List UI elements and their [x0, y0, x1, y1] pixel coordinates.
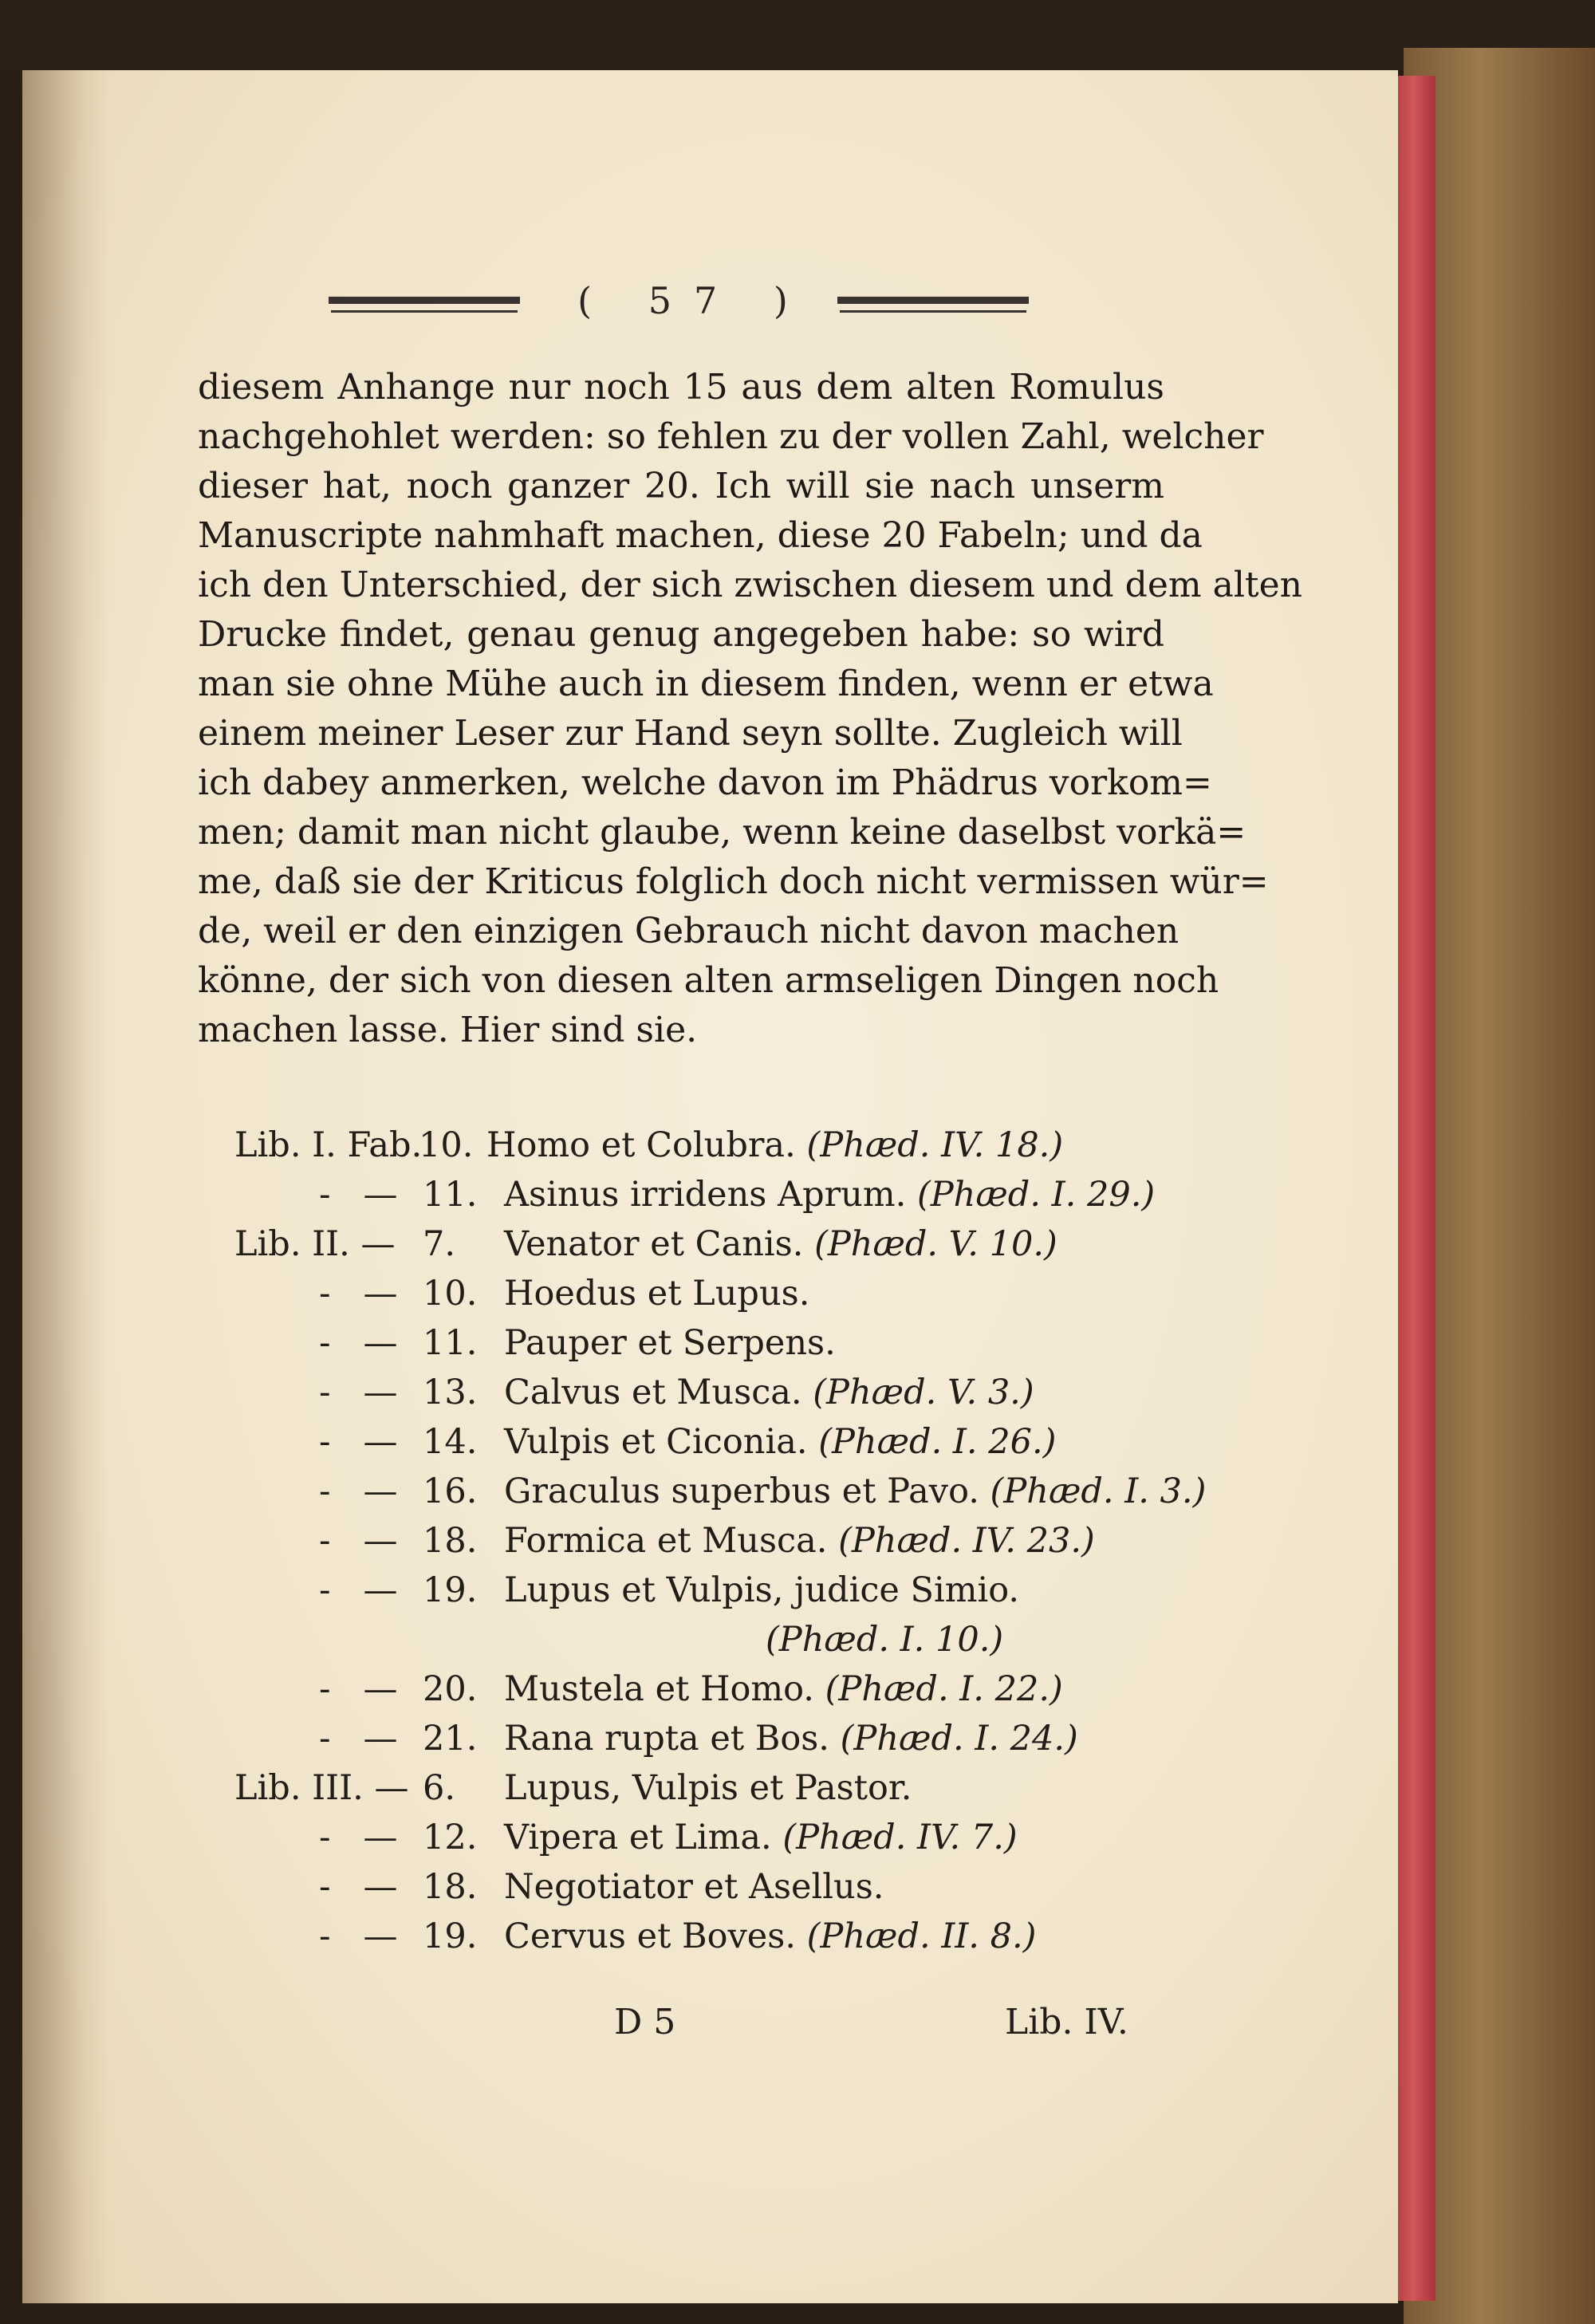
fable-entry	[0, 1615, 1595, 1664]
phaedrus-reference: (Phæd. V. 3.)	[813, 1373, 1034, 1412]
fable-book-prefix: - —	[319, 1521, 398, 1561]
fable-title: Rana rupta et Bos.	[504, 1719, 829, 1759]
fable-book-prefix: - —	[319, 1471, 398, 1511]
body-line: man sie ohne Mühe auch in diesem finden, wenn er etwa	[198, 664, 1214, 704]
fable-book-prefix: - —	[319, 1373, 398, 1412]
phaedrus-reference: (Phæd. IV. 23.)	[838, 1521, 1095, 1561]
fable-number: 14.	[423, 1422, 478, 1462]
phaedrus-reference: (Phæd. I. 26.)	[818, 1422, 1057, 1462]
body-line: nachgehohlet werden: so fehlen zu der vollen Zahl, welcher	[198, 416, 1264, 457]
phaedrus-reference: (Phæd. I. 22.)	[825, 1669, 1063, 1709]
fable-title: Pauper et Serpens.	[504, 1323, 836, 1363]
fable-entry	[0, 1763, 1595, 1813]
header-rule-left	[329, 297, 520, 304]
page-header	[0, 279, 1595, 335]
fable-title-group	[504, 1318, 836, 1368]
fable-number: 18.	[423, 1521, 478, 1561]
fable-title: Formica et Musca.	[504, 1521, 828, 1561]
fable-title-group	[486, 1121, 1063, 1170]
fable-number: 20.	[423, 1669, 478, 1709]
fable-title-group	[504, 1170, 1155, 1219]
fable-number: 10.	[423, 1274, 478, 1314]
fable-entry	[0, 1368, 1595, 1417]
phaedrus-reference: (Phæd. IV. 18.)	[806, 1125, 1064, 1165]
fable-list	[0, 1121, 1595, 1961]
fable-entry	[0, 1664, 1595, 1714]
fable-entry	[0, 1467, 1595, 1516]
fable-title: Venator et Canis.	[504, 1224, 804, 1264]
fable-title-group	[504, 1862, 884, 1912]
fable-title-group	[504, 1516, 1095, 1566]
fable-title-group	[504, 1467, 1206, 1516]
fable-entry	[0, 1566, 1595, 1615]
fable-number: 21.	[423, 1719, 478, 1759]
fable-title-group	[766, 1615, 1003, 1664]
fable-entry	[0, 1714, 1595, 1763]
fable-number: 7.	[423, 1224, 456, 1264]
fable-number: 11.	[423, 1323, 478, 1363]
fable-book-prefix: - —	[319, 1719, 398, 1759]
page-footer	[0, 1998, 1595, 2047]
fable-book-prefix: - —	[319, 1669, 398, 1709]
fable-number: 10.	[419, 1125, 474, 1165]
signature-mark: D 5	[614, 2002, 676, 2042]
fable-title: Hoedus et Lupus.	[504, 1274, 810, 1314]
fable-entry	[0, 1813, 1595, 1862]
fable-title-group	[504, 1813, 1018, 1862]
fable-entry	[0, 1318, 1595, 1368]
phaedrus-reference: (Phæd. II. 8.)	[806, 1916, 1037, 1956]
fable-title: Calvus et Musca.	[504, 1373, 802, 1412]
fable-book-prefix: Lib. II. —	[234, 1224, 396, 1264]
fable-number: 13.	[423, 1373, 478, 1412]
fable-title-group	[504, 1417, 1056, 1467]
fable-number: 18.	[423, 1867, 478, 1907]
fable-book-prefix: - —	[319, 1323, 398, 1363]
fable-entry	[0, 1121, 1595, 1170]
fable-number: 12.	[423, 1818, 478, 1857]
body-line: ich den Unterschied, der sich zwischen diesem und dem alten	[198, 565, 1302, 605]
fable-title-group	[504, 1219, 1057, 1269]
fable-title-group	[504, 1664, 1063, 1714]
fable-title: Negotiator et Asellus.	[504, 1867, 884, 1907]
fable-book-prefix: - —	[319, 1274, 398, 1314]
fable-entry	[0, 1417, 1595, 1467]
body-line: de, weil er den einzigen Gebrauch nicht davon machen	[198, 911, 1180, 951]
page-number: ( 57 )	[577, 279, 810, 322]
fable-title: Vulpis et Ciconia.	[504, 1422, 808, 1462]
fable-title: Graculus superbus et Pavo.	[504, 1471, 979, 1511]
fable-book-prefix: Lib. I. Fab.	[234, 1125, 423, 1165]
fable-title-group	[504, 1763, 912, 1813]
fable-entry	[0, 1516, 1595, 1566]
fable-book-prefix: - —	[319, 1175, 398, 1215]
fable-title: Vipera et Lima.	[504, 1818, 772, 1857]
fable-title-group	[504, 1269, 809, 1318]
fable-entry	[0, 1219, 1595, 1269]
body-line: könne, der sich von diesen alten armseligen Dingen noch	[198, 960, 1219, 1001]
fable-entry	[0, 1269, 1595, 1318]
body-text	[198, 363, 1302, 1055]
body-line: Drucke findet, genau genug angegeben habe: so wird	[198, 614, 1164, 655]
fable-entry	[0, 1170, 1595, 1219]
fable-title: Cervus et Boves.	[504, 1916, 796, 1956]
fable-book-prefix: - —	[319, 1422, 398, 1462]
phaedrus-reference: (Phæd. V. 10.)	[814, 1224, 1057, 1264]
catchword: Lib. IV.	[1005, 2002, 1128, 2042]
body-line: Manuscripte nahmhaft machen, diese 20 Fabeln; und da	[198, 515, 1203, 556]
fable-number: 19.	[423, 1570, 478, 1610]
phaedrus-reference: (Phæd. IV. 7.)	[782, 1818, 1018, 1857]
fable-title: Lupus et Vulpis, judice Simio.	[504, 1570, 1020, 1610]
fable-book-prefix: Lib. III. —	[234, 1768, 409, 1808]
phaedrus-reference: (Phæd. I. 29.)	[916, 1175, 1156, 1215]
fable-book-prefix: - —	[319, 1867, 398, 1907]
phaedrus-reference: (Phæd. I. 3.)	[990, 1471, 1207, 1511]
fable-title: Lupus, Vulpis et Pastor.	[504, 1768, 912, 1808]
fable-number: 19.	[423, 1916, 478, 1956]
phaedrus-reference: (Phæd. I. 24.)	[840, 1719, 1078, 1759]
fable-number: 11.	[423, 1175, 478, 1215]
fable-entry	[0, 1912, 1595, 1961]
fable-title-group	[504, 1368, 1034, 1417]
body-line: dieser hat, noch ganzer 20. Ich will sie nach unserm	[198, 466, 1164, 506]
fable-title-group	[504, 1912, 1036, 1961]
body-line: machen lasse. Hier sind sie.	[198, 1010, 698, 1050]
fable-title: Asinus irridens Aprum.	[504, 1175, 907, 1215]
fable-number: 6.	[423, 1768, 456, 1808]
body-line: einem meiner Leser zur Hand seyn sollte. Zugleich will	[198, 713, 1183, 754]
scan-background-top	[0, 0, 1595, 70]
fable-title-group	[504, 1714, 1078, 1763]
fable-number: 16.	[423, 1471, 478, 1511]
fable-book-prefix: - —	[319, 1818, 398, 1857]
fable-entry	[0, 1862, 1595, 1912]
fable-title: Homo et Colubra.	[486, 1125, 796, 1165]
body-line: ich dabey anmerken, welche davon im Phädrus vorkom=	[198, 762, 1212, 803]
fable-book-prefix: - —	[319, 1916, 398, 1956]
phaedrus-reference: (Phæd. I. 10.)	[766, 1620, 1004, 1660]
body-line: diesem Anhange nur noch 15 aus dem alten Romulus	[198, 367, 1164, 408]
fable-title: Mustela et Homo.	[504, 1669, 814, 1709]
body-line: me, daß sie der Kriticus folglich doch nicht vermissen wür=	[198, 861, 1269, 902]
fable-book-prefix: - —	[319, 1570, 398, 1610]
body-line: men; damit man nicht glaube, wenn keine daselbst vorkä=	[198, 812, 1246, 853]
header-rule-right	[837, 297, 1029, 304]
fable-title-group	[504, 1566, 1019, 1615]
